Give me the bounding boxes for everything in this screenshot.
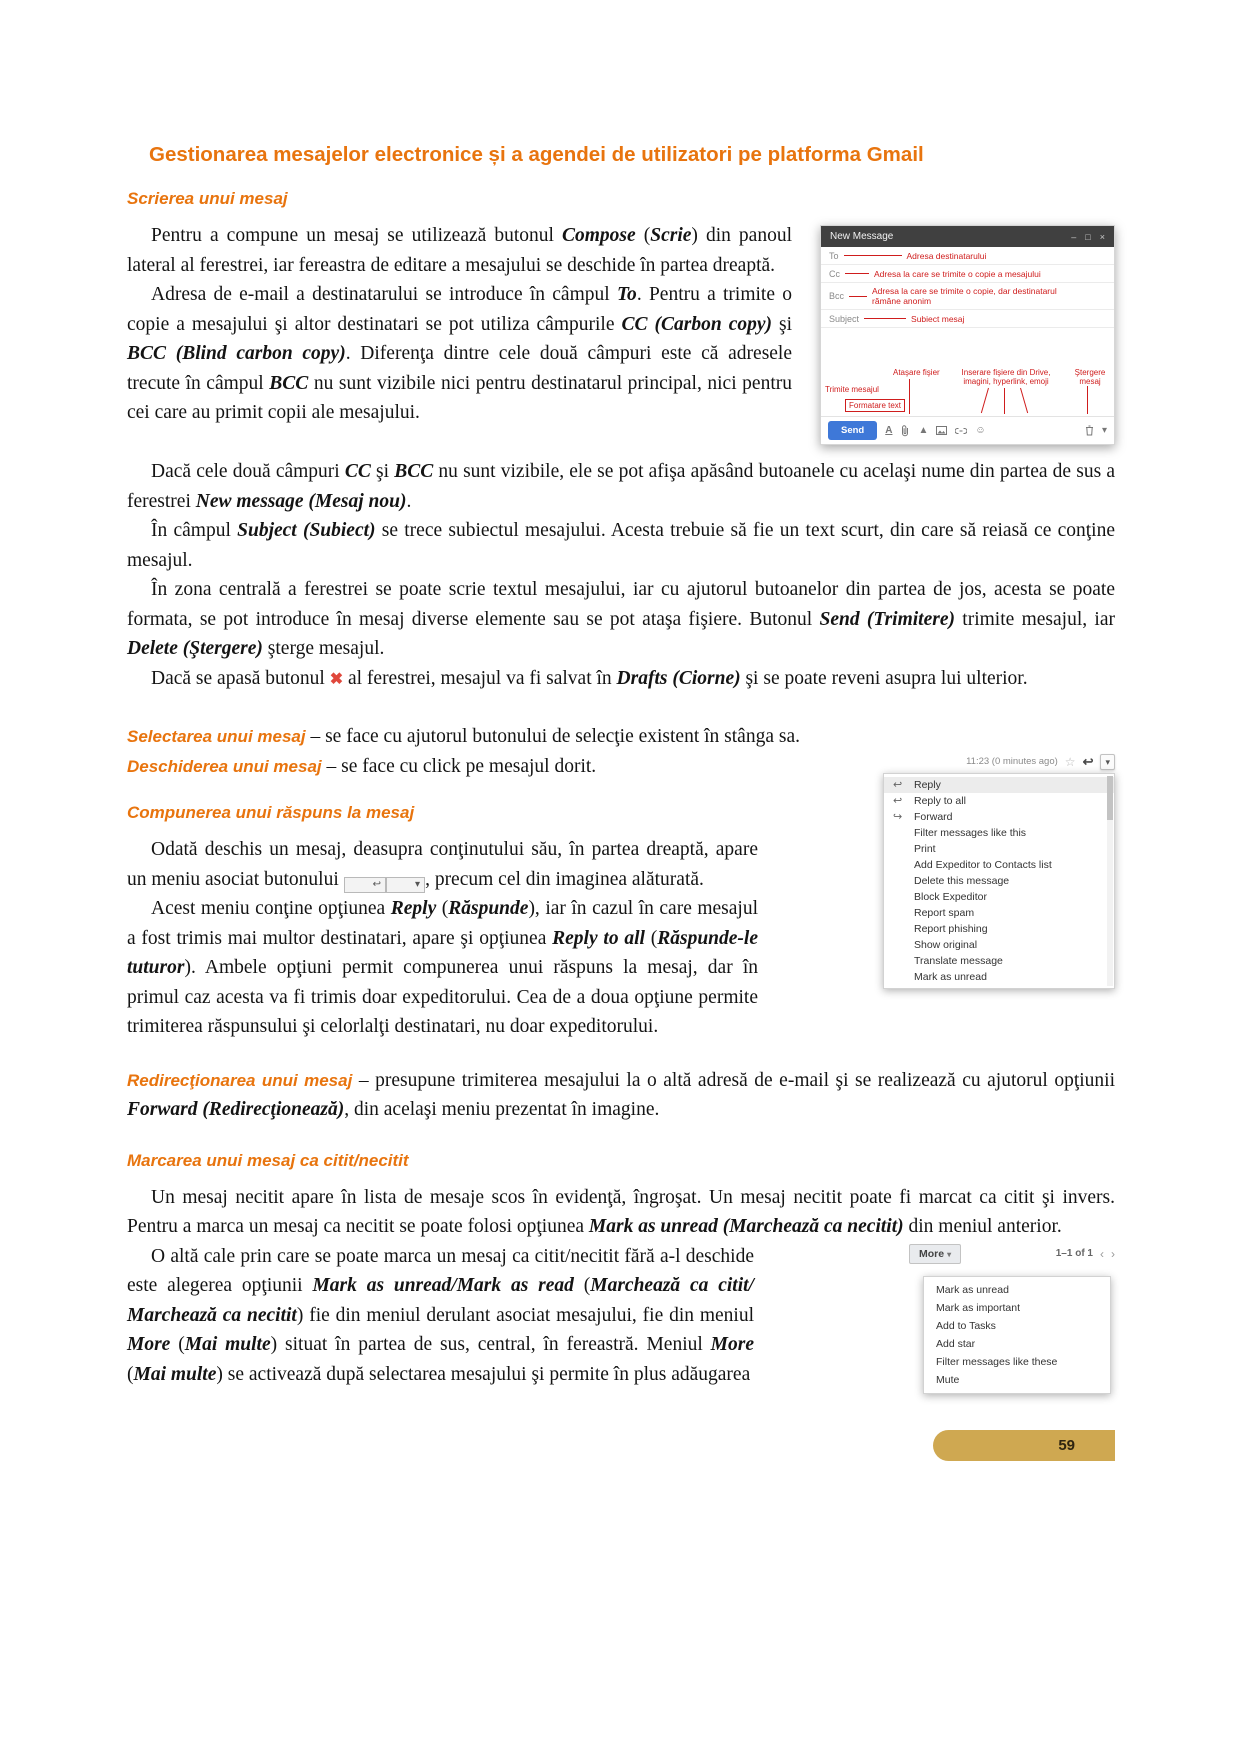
menu-item-report-spam[interactable]: Report spam	[914, 906, 975, 919]
section-heading-forwarding: Redirecţionarea unui mesaj	[127, 1070, 353, 1090]
cc-annotation: Adresa la care se trimite o copie a mesajului	[874, 268, 1041, 279]
gmail-more-menu-screenshot	[909, 1244, 1115, 1394]
paragraph: Dacă cele două câmpuri CC şi BCC nu sunt vizibile, ele se pot afişa apăsând butoanele cu acelaşi nume din partea de sus a ferestrei New message (Mesaj nou).	[127, 461, 1115, 512]
page-number: 59	[1058, 1437, 1075, 1454]
paragraph: Pentru a compune un mesaj se utilizează butonul Compose (Scrie) din panoul lateral al ferestrei, iar fereastra de editare a mesajului se deschide în partea dreaptă.	[127, 225, 793, 276]
insert-annotation: Inserare fişiere din Drive, imagini, hyperlink, emoji	[961, 368, 1051, 386]
menu-item-filter[interactable]: Filter messages like these	[936, 1355, 1058, 1368]
paragraph	[127, 664, 1115, 695]
chevron-down-icon: ▾	[386, 877, 425, 893]
menu-item-delete-message[interactable]: Delete this message	[914, 874, 1010, 887]
menu-item-mark-important[interactable]: Mark as important	[936, 1301, 1021, 1314]
annotation-line	[1087, 386, 1088, 414]
compose-title: New Message	[830, 231, 894, 242]
page-title: Gestionarea mesajelor electronice și a agendei de utilizatori pe platforma Gmail	[149, 143, 924, 166]
paragraph-text: – se face cu click pe mesajul dorit.	[321, 755, 597, 777]
paragraph-text: Dacă se apasă butonul	[151, 667, 330, 689]
more-dropdown-menu	[923, 1276, 1111, 1394]
star-icon[interactable]: ☆	[1064, 754, 1076, 769]
menu-item-filter[interactable]: Filter messages like this	[914, 826, 1027, 839]
to-annotation: Adresa destinatarului	[906, 250, 987, 261]
page-number-badge	[933, 1430, 1115, 1461]
section-heading-writing: Scrierea unui mesaj	[127, 189, 288, 208]
gmail-reply-menu-screenshot	[883, 754, 1115, 989]
paragraph-text: al ferestrei, mesajul va fi salvat în Drafts (Ciorne) şi se poate reveni asupra lui ulterior.	[343, 667, 1028, 689]
menu-item-translate[interactable]: Translate message	[914, 954, 1003, 967]
section-heading-selecting: Selectarea unui mesaj	[127, 727, 306, 746]
paragraph: Adresa de e-mail a destinatarului se introduce în câmpul To. Pentru a trimite o copie a mesajului şi altor destinatari se pot utiliza câmpurile CC (Carbon copy) şi BCC (Blind carbon copy). Diferenţa dintre cele două câmpuri este că adresele trecute în câmpul BCC nu sunt vizibile nici pentru destinatarul principal, nici pentru cei care au primit copii ale mesajului.	[127, 284, 793, 423]
compose-annotations	[821, 368, 1114, 416]
reply-dropdown-menu	[883, 773, 1115, 989]
scrollbar[interactable]	[1107, 776, 1113, 986]
paragraph: Un mesaj necitit apare în lista de mesaje scos în evidenţă, îngroşat. Un mesaj necitit poate fi marcat ca citit şi invers. Pentru a marca un mesaj ca necitit se poate folosi opţiunea Mark as unread (Marchează ca necitit) din meniul anterior.	[127, 1186, 1115, 1237]
send-annotation: Trimite mesajul	[825, 385, 879, 394]
annotation-line	[844, 255, 902, 256]
compose-titlebar	[821, 226, 1114, 247]
reply-icon[interactable]: ↩	[1082, 753, 1094, 769]
paragraph: Acest meniu conţine opţiunea Reply (Răspunde), iar în cazul în care mesajul a fost trimis mai multor destinatari, apare şi opţiunea Reply to all (Răspunde-le tuturor). Ambele opţiuni permit compunerea unui răspuns la mesaj, dar în primul caz acesta va fi trimis doar expeditorului. Cea de a doua opţiune permite trimiterea răspunsului şi celorlalţi destinatari, nu doar expeditorului.	[127, 898, 759, 1037]
attach-file-icon[interactable]	[900, 425, 910, 437]
reply-section-block	[127, 752, 1115, 1042]
annotation-line	[845, 273, 869, 274]
more-button[interactable]: More ▾	[909, 1244, 961, 1264]
list-toolbar	[909, 1244, 1115, 1264]
to-field-label: To	[829, 250, 839, 261]
menu-item-reply-to-all[interactable]: ↩ Reply to all	[893, 794, 966, 807]
reply-all-icon: ↩	[893, 794, 903, 807]
more-options-icon[interactable]: ▾	[1101, 424, 1107, 436]
menu-item-reply[interactable]: ↩ Reply	[884, 777, 1114, 793]
timestamp: 11:23 (0 minutes ago)	[966, 756, 1058, 767]
section-selecting	[127, 722, 1115, 752]
attach-annotation: Ataşare fişier	[893, 368, 940, 377]
paragraph: În câmpul Subject (Subiect) se trece subiectul mesajului. Acesta trebuie să fie un text scurt, din care să reiasă ce conţine mesajul.	[127, 520, 1115, 571]
compose-bcc-row[interactable]	[821, 283, 1114, 310]
menu-item-mute[interactable]: Mute	[936, 1373, 960, 1386]
section-heading-reply: Compunerea unui răspuns la mesaj	[127, 803, 415, 822]
menu-item-mark-unread[interactable]: Mark as unread	[914, 970, 987, 983]
menu-item-add-to-tasks[interactable]: Add to Tasks	[936, 1319, 996, 1332]
menu-item-mark-unread[interactable]: Mark as unread	[936, 1283, 1009, 1296]
bcc-annotation: Adresa la care se trimite o copie, dar destinatarul rămâne anonim	[872, 286, 1057, 306]
subject-annotation: Subiect mesaj	[911, 313, 965, 324]
insert-photo-icon[interactable]	[936, 426, 947, 435]
paragraph-text: Odată deschis un mesaj, deasupra conţinutului său, în partea dreaptă, apare un meniu asociat butonului	[127, 839, 758, 890]
annotation-line	[864, 318, 906, 319]
insert-link-icon[interactable]	[955, 427, 967, 435]
menu-item-add-contact[interactable]: Add Expeditor to Contacts list	[914, 858, 1052, 871]
close-icon[interactable]: ×	[1099, 231, 1105, 242]
pagination-label: 1–1 of 1	[1055, 1248, 1093, 1259]
section-heading-marking: Marcarea unui mesaj ca citit/necitit	[127, 1150, 409, 1170]
annotation-line	[1004, 388, 1005, 414]
message-header-row	[883, 754, 1115, 770]
menu-item-add-star[interactable]: Add star	[936, 1337, 976, 1350]
menu-item-print[interactable]: Print	[914, 842, 936, 855]
paragraph-text: – se face cu ajutorul butonului de selecţie existent în stânga sa.	[305, 726, 800, 747]
compose-cc-row[interactable]	[821, 265, 1114, 283]
compose-to-row[interactable]	[821, 247, 1114, 265]
scrollbar-thumb[interactable]	[1107, 776, 1113, 820]
older-icon[interactable]: ›	[1111, 1246, 1115, 1261]
delete-annotation: Ştergere mesaj	[1074, 368, 1106, 386]
popout-icon[interactable]: □	[1085, 231, 1091, 242]
newer-icon[interactable]: ‹	[1100, 1246, 1104, 1261]
compose-message-body[interactable]	[821, 328, 1114, 368]
annotation-line	[849, 296, 867, 297]
compose-subject-row[interactable]	[821, 310, 1114, 328]
section-forwarding	[127, 1066, 1115, 1125]
paragraph: În zona centrală a ferestrei se poate scrie textul mesajului, iar cu ajutorul butoanelor din partea de jos, acesta se poate formata, se pot introduce în mesaj diverse elemente sau se pot ataşa fişiere. Butonul Send (Trimitere) trimite mesajul, iar Delete (Ştergere) şterge mesajul.	[127, 579, 1115, 659]
menu-item-report-phishing[interactable]: Report phishing	[914, 922, 988, 935]
gmail-compose-window	[820, 225, 1115, 445]
reply-icon: ↩	[344, 877, 386, 893]
more-dropdown-button[interactable]: ▾	[1100, 754, 1115, 770]
format-annotation: Formatare text	[845, 399, 905, 412]
paragraph-text: – presupune trimiterea mesajului la o altă adresă de e-mail şi se realizează cu ajutorul opţiunii Forward (Redirecţionează), din acelaşi meniu prezentat în imagine.	[127, 1069, 1115, 1120]
annotation-line	[909, 379, 910, 414]
subject-field-label: Subject	[829, 313, 860, 324]
forward-icon: ↪	[893, 810, 903, 823]
insert-drive-icon[interactable]: ▲	[918, 424, 929, 436]
annotation-line	[1020, 388, 1028, 413]
annotation-line	[981, 388, 989, 413]
paragraph: O altă cale prin care se poate marca un mesaj ca citit/necitit fără a-l deschide este alegerea opţiunii Mark as unread/Mark as read (Marchează ca citit/ Marchează ca necitit) fie din meniul derulant asociat mesajului, fie din meniul More (Mai multe) situat în partea de sus, central, în fereastră. Meniul More (Mai multe) se activează după selectarea mesajului şi permite în plus adăugarea	[127, 1245, 755, 1385]
section-heading-opening: Deschiderea unui mesaj	[127, 756, 322, 776]
compose-toolbar	[821, 416, 1114, 444]
reply-icon: ↩	[893, 778, 903, 791]
close-icon: ✖	[329, 670, 344, 688]
bcc-field-label: Bcc	[829, 291, 845, 301]
menu-item-block[interactable]: Block Expeditor	[914, 890, 987, 903]
insert-emoji-icon[interactable]: ☺	[975, 424, 986, 436]
send-button[interactable]: Send	[828, 421, 877, 440]
page-content	[127, 143, 1115, 1402]
cc-field-label: Cc	[829, 268, 840, 279]
paragraph-text: , precum cel din imaginea alăturată.	[425, 868, 704, 890]
chevron-down-icon: ▾	[947, 1249, 952, 1259]
menu-item-show-original[interactable]: Show original	[914, 938, 978, 951]
pagination	[1056, 1247, 1115, 1261]
minimize-icon[interactable]: –	[1071, 231, 1077, 242]
menu-item-forward[interactable]: ↪ Forward	[893, 810, 953, 823]
delete-draft-icon[interactable]	[1085, 425, 1094, 436]
formatting-options-icon[interactable]: A	[885, 424, 893, 436]
